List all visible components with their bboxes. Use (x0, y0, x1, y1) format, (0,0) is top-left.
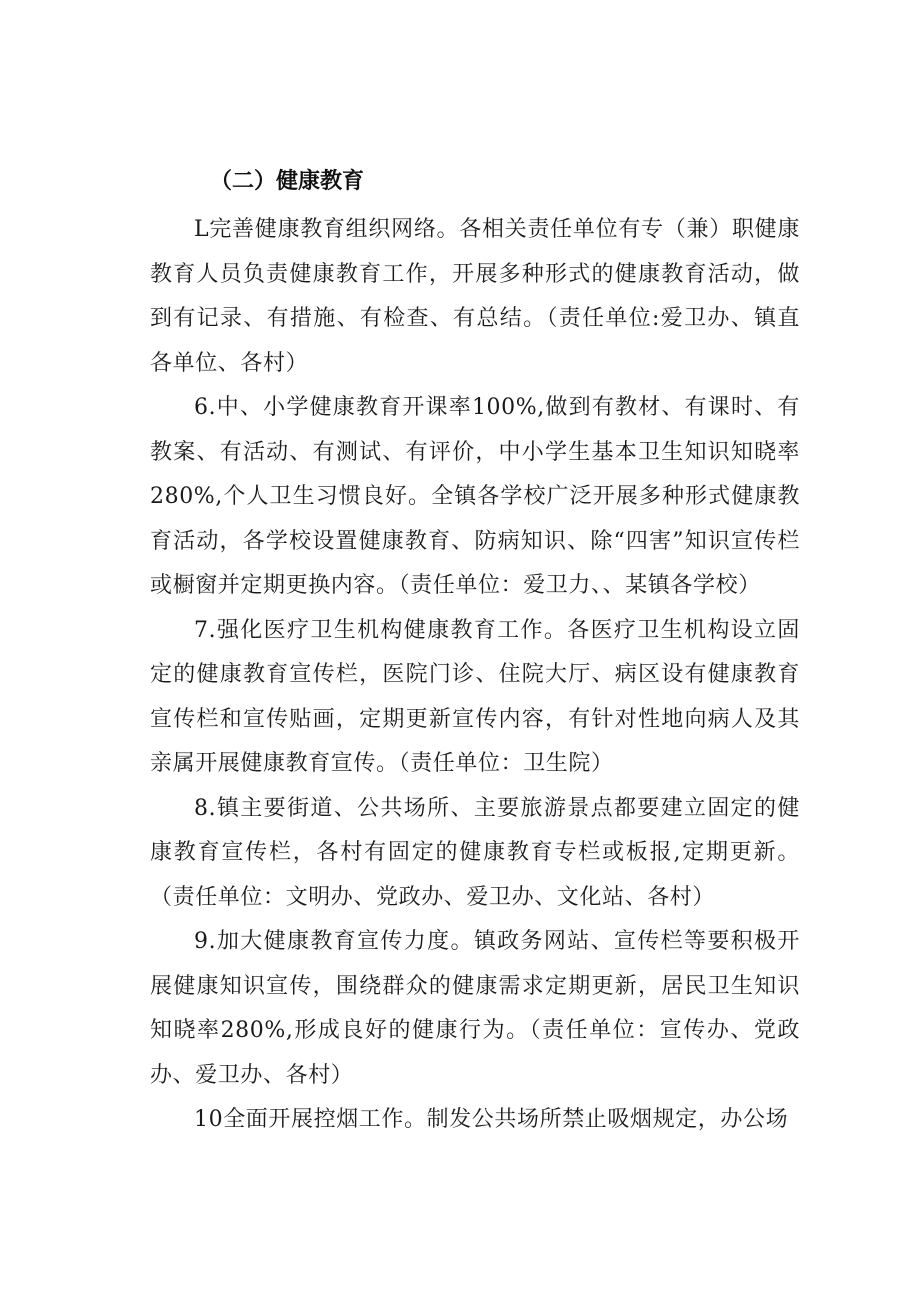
paragraph-10: 10全面开展控烟工作。制发公共场所禁止吸烟规定，办公场 (194, 1107, 789, 1132)
document-body (150, 160, 800, 1143)
paragraph-9: 9.加大健康教育宣传力度。镇政务网站、宣传栏等要积极开展健康知识宣传，围绕群众的健康需求定期更新，居民卫生知识知晓率280%,形成良好的健康行为。（责任单位：宣传办、党政办、爱卫办、各村） (150, 929, 800, 1088)
paragraph-7: 7.强化医疗卫生机构健康教育工作。各医疗卫生机构设立固定的健康教育宣传栏，医院门诊、住院大厅、病区设有健康教育宣传栏和宣传贴画，定期更新宣传内容，有针对性地向病人及其亲属开展健康教育宣传。（责任单位：卫生院） (150, 617, 800, 776)
section-heading: （二）健康教育 (210, 169, 365, 194)
paragraph-1: L完善健康教育组织网络。各相关责任单位有专（兼）职健康教育人员负责健康教育工作，开展多种形式的健康教育活动，做到有记录、有措施、有检查、有总结。（责任单位:爱卫办、镇直各单位、各村） (150, 217, 800, 376)
paragraph-8: 8.镇主要街道、公共场所、主要旅游景点都要建立固定的健康教育宣传栏，各村有固定的健康教育专栏或板报,定期更新。（责任单位：文明办、党政办、爱卫办、文化站、各村） (150, 795, 800, 910)
paragraph-6: 6.中、小学健康教育开课率100%,做到有教材、有课时、有教案、有活动、有测试、有评价，中小学生基本卫生知识知晓率280%,个人卫生习惯良好。全镇各学校广泛开展多种形式健康教育活动，各学校设置健康教育、防病知识、除“四害”知识宣传栏或橱窗并定期更换内容。（责任单位：爱卫力、、某镇各学校） (150, 395, 800, 598)
